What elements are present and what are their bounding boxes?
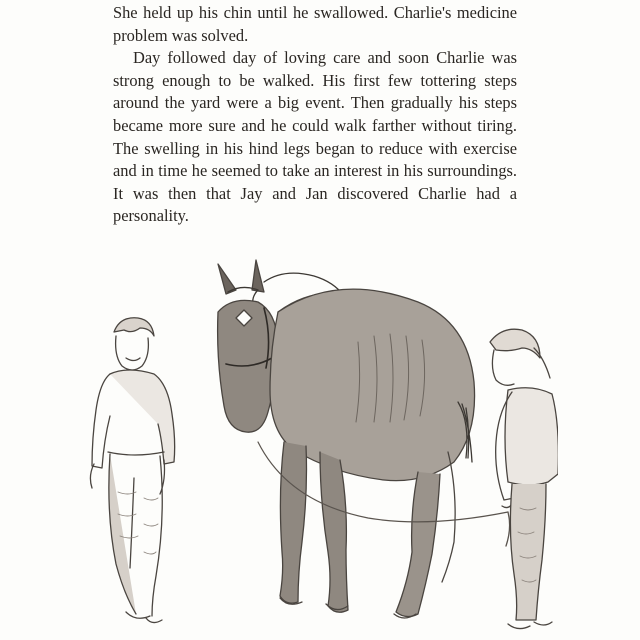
pencil-sketch xyxy=(88,252,558,637)
illustration-horse-and-boys xyxy=(88,252,558,637)
body-text xyxy=(113,2,517,228)
paragraph-2: Day followed day of loving care and soon Charlie was strong enough to be walked. His first few tottering steps around the yard were a big event. Then gradually his steps became more sure and he could walk farther without tiring. The swelling in his hind legs began to reduce with exercise and in time he seemed to take an interest in his surroundings. It was then that Jay and Jan discovered Charlie had a personality. xyxy=(113,48,517,226)
horse-charlie xyxy=(218,260,510,618)
boy-right-holding-rope xyxy=(490,329,558,628)
boy-left xyxy=(90,318,174,623)
paragraph-1: She held up his chin until he swallowed. Charlie's medicine problem was solved. xyxy=(113,3,517,45)
